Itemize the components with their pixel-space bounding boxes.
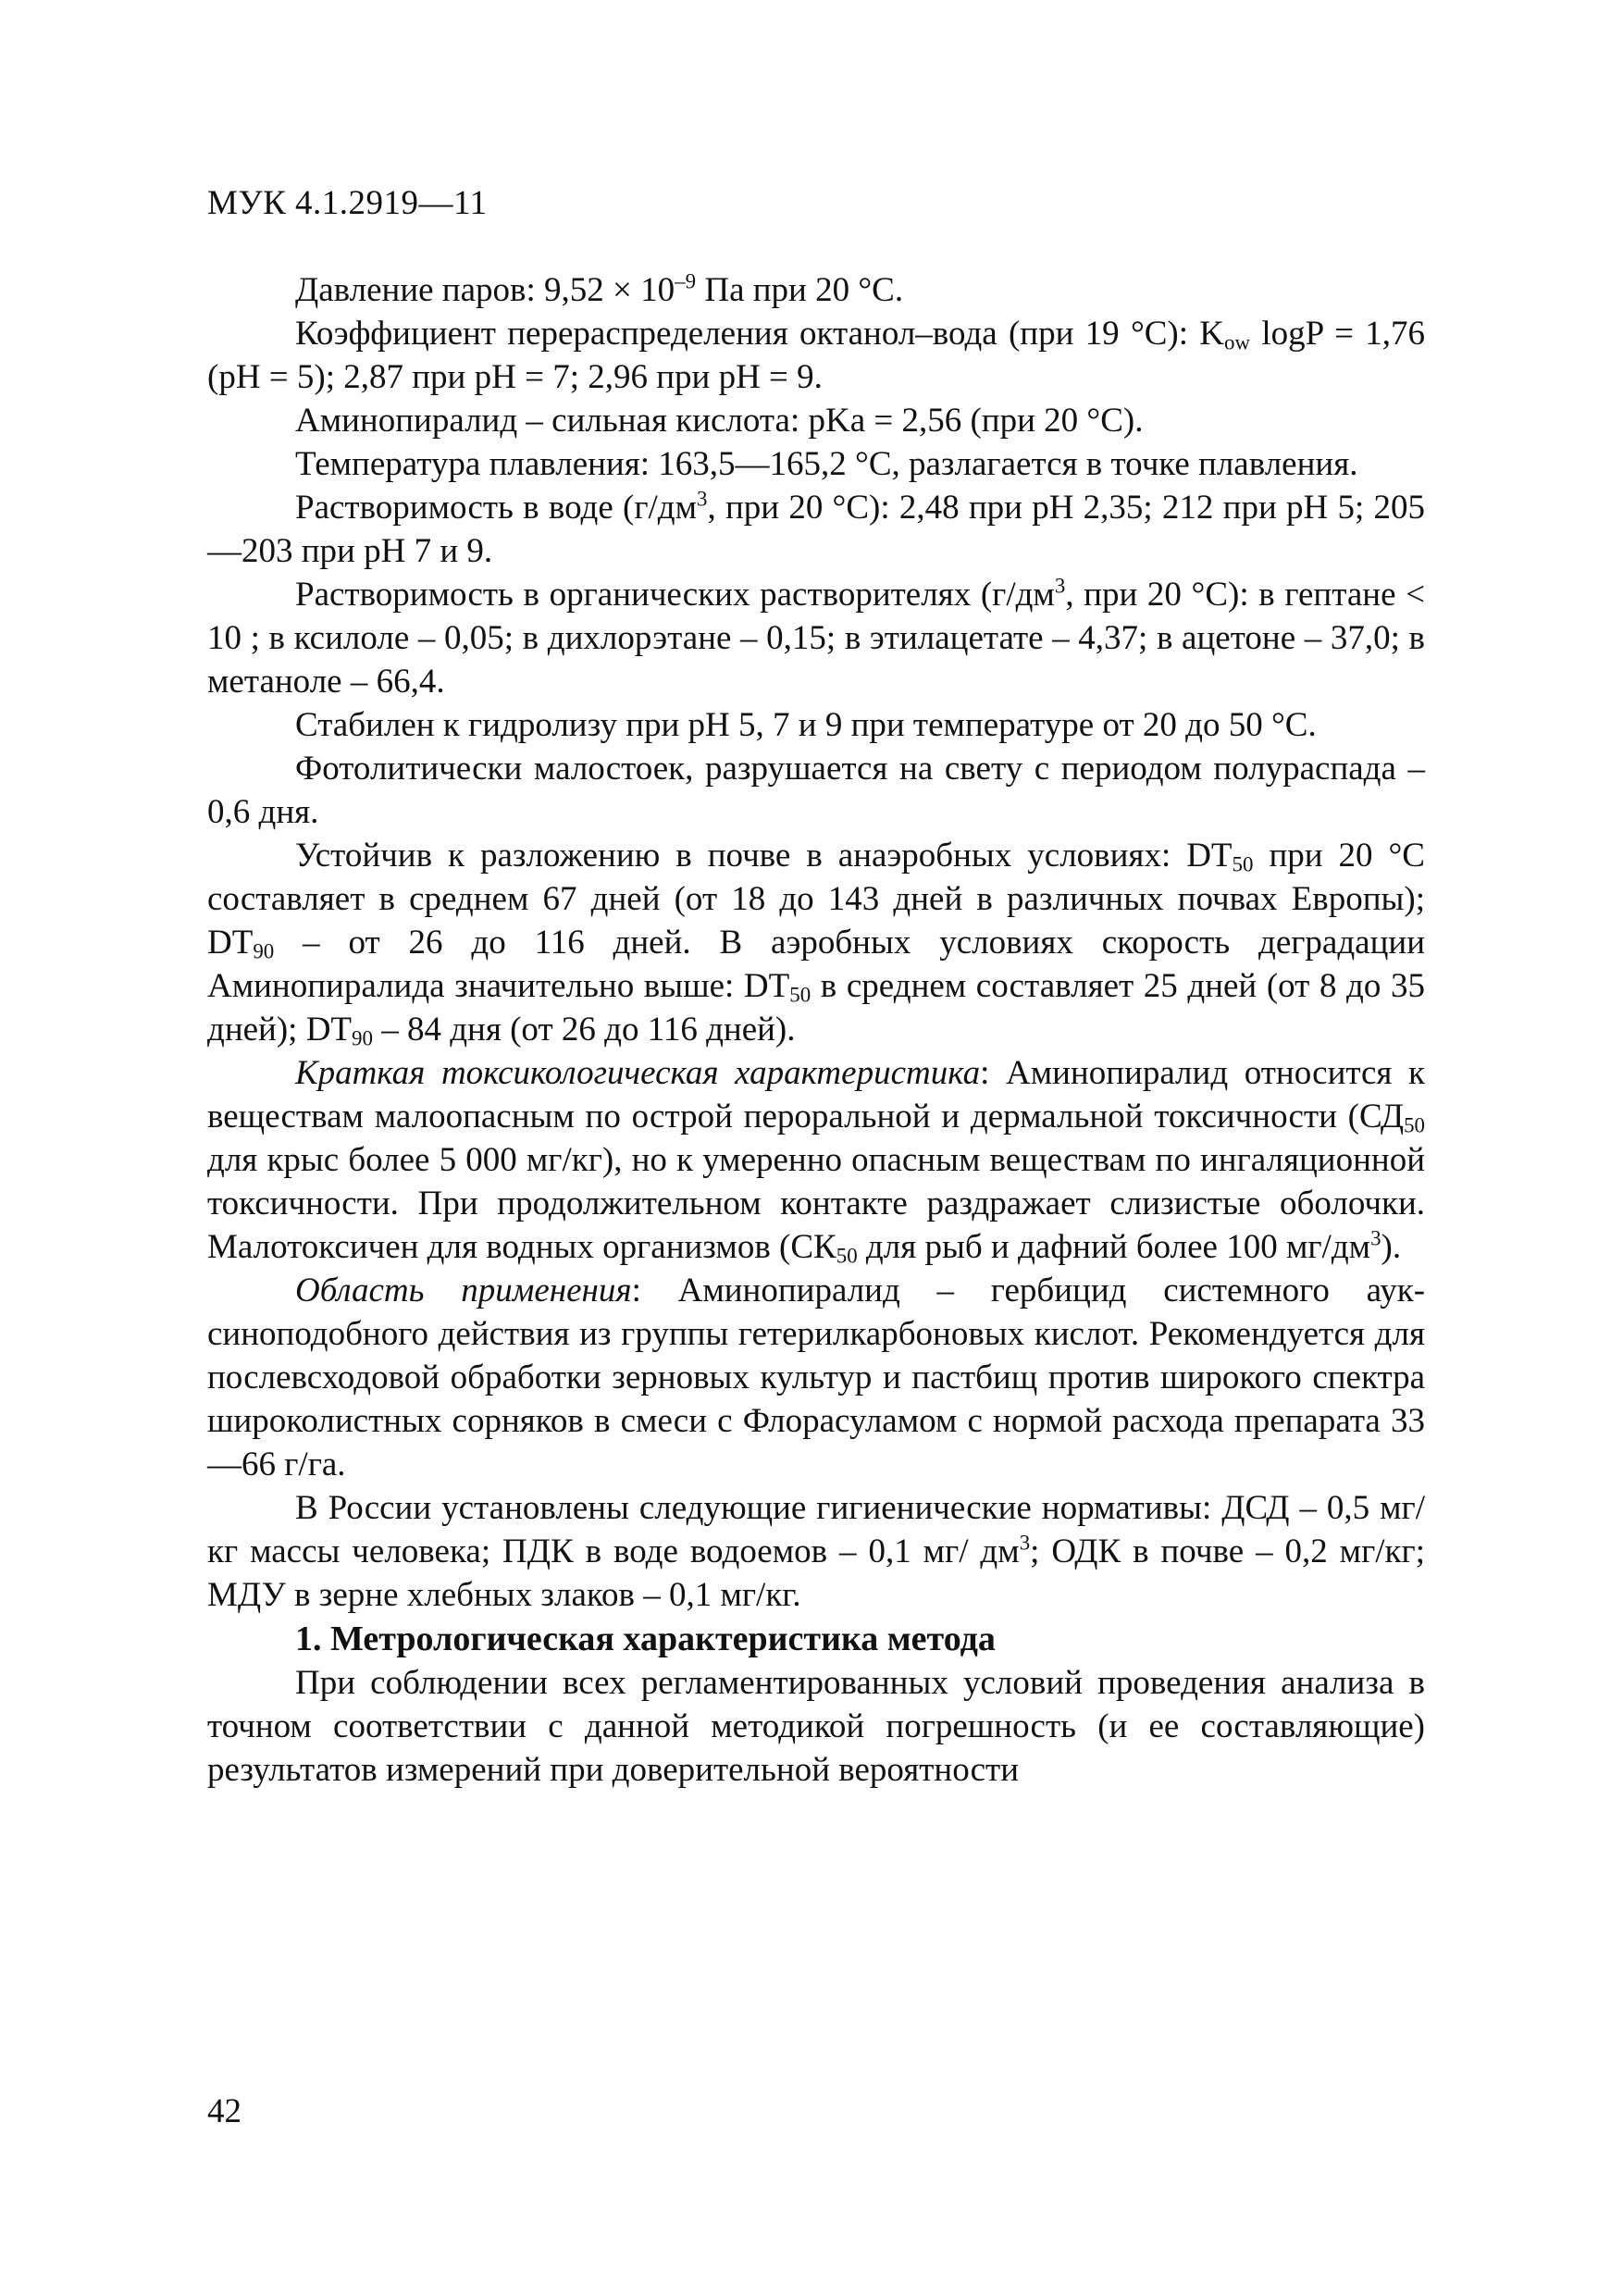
toxicology-label: Краткая токсикологическая характеристика — [295, 1054, 981, 1092]
paragraph-melting-point: Температура плавления: 163,5—165,2 °С, разлагается в точке плавления. — [295, 445, 1358, 483]
usage-label: Область применения — [295, 1272, 632, 1309]
paragraph-toxicology: Краткая токсикологическая характеристика: Аминопиралид относится к веществам малоопасным по острой пероральной и дермальной токсичности ($СД_{50}$ для крыс более 5 000 мг/кг), но к умеренно опасным веществам по ингаляционной токсичности. При продолжительном контакте раздражает слизистые оболочки. Малотоксичен для водных организмов ($СК_{50}$ для рыб и дафний более 100 $мг/дм^3$). — [207, 1054, 1425, 1268]
paragraph-hygiene-norms: В России установлены следующие гигиенические нормативы: ДСД – 0,5 мг/кг массы человека; ПДК в воде водоемов – 0,1 мг/ $дм^3$; ОДК в почве – 0,2 мг/кг; МДУ в зерне хлебных злаков – 0,1 мг/кг. — [207, 1489, 1425, 1614]
paragraph-organic-solubility: Растворимость в органических растворителях ($г/дм^3$, при 20 °С): в гептане < 10 ; в ксилоле – 0,05; в дихлорэтане – 0,15; в этилацетате – 4,37; в ацетоне – 37,0; в метаноле – 66,4. — [207, 574, 1425, 701]
document-code: МУК 4.1.2919—11 — [207, 184, 488, 222]
paragraph-hydrolysis: Стабилен к гидролизу при pH 5, 7 и 9 при температуре от 20 до 50 °С. — [295, 706, 1317, 744]
page-number: 42 — [207, 2092, 242, 2130]
paragraph-usage: Область применения: Аминопиралид – гербицид системного ауксиноподобного действия из группы гетерилкарбоновых кислот. Рекомендуется для послевсходовой обработки зерновых культур и пастбищ против широкого спектра широколистных сорняков в смеси с Флорасуламом с нормой расхода препарата 33—66 г/га. — [207, 1272, 1426, 1483]
paragraph-pka: Аминопиралид – сильная кислота: pKa = 2,56 (при 20 °С). — [295, 402, 1144, 440]
paragraph-vapor-pressure: Давление паров: $9,52 \times 10^{-9}$ Па при 20 °С. — [295, 269, 904, 309]
document-body — [207, 268, 1425, 1792]
paragraph-photolysis: Фотолитически малостоек, разрушается на свету с периодом полураспада – 0,6 дня. — [207, 750, 1425, 831]
paragraph-soil-degradation: Устойчив к разложению в почве в анаэробных условиях: $DT_{50}$ при 20 °С составляет в среднем 67 дней (от 18 до 143 дней в различных почвах Европы); $DT_{90}$ – от 26 до 116 дней. В аэробных условиях скорость деградации Аминопиралида значительно выше: $DT_{50}$ в среднем составляет 25 дней (от 8 до 35 дней); $DT_{90} - 84$ дня (от 26 до 116 дней). — [207, 837, 1425, 1050]
paragraph-water-solubility: Растворимость в воде ($г/дм^3$, при 20 °С): 2,48 при pH 2,35; 212 при pH 5; 205—203 при pH 7 и 9. — [207, 487, 1425, 570]
paragraph-section-text: При соблюдении всех регламентированных условий проведения анализа в точном соответствии с данной методикой погрешность (и ее составляющие) результатов измерений при доверительной вероятности — [207, 1664, 1425, 1789]
paragraph-partition-coefficient: Коэффициент перераспределения октанол–вода (при 19 °С): $K_{ow}$ logP = 1,76 (pH = 5); 2,87 при pH = 7; 2,96 при pH = 9. — [207, 315, 1425, 396]
section-title: 1. Метрологическая характеристика метода — [295, 1620, 996, 1658]
